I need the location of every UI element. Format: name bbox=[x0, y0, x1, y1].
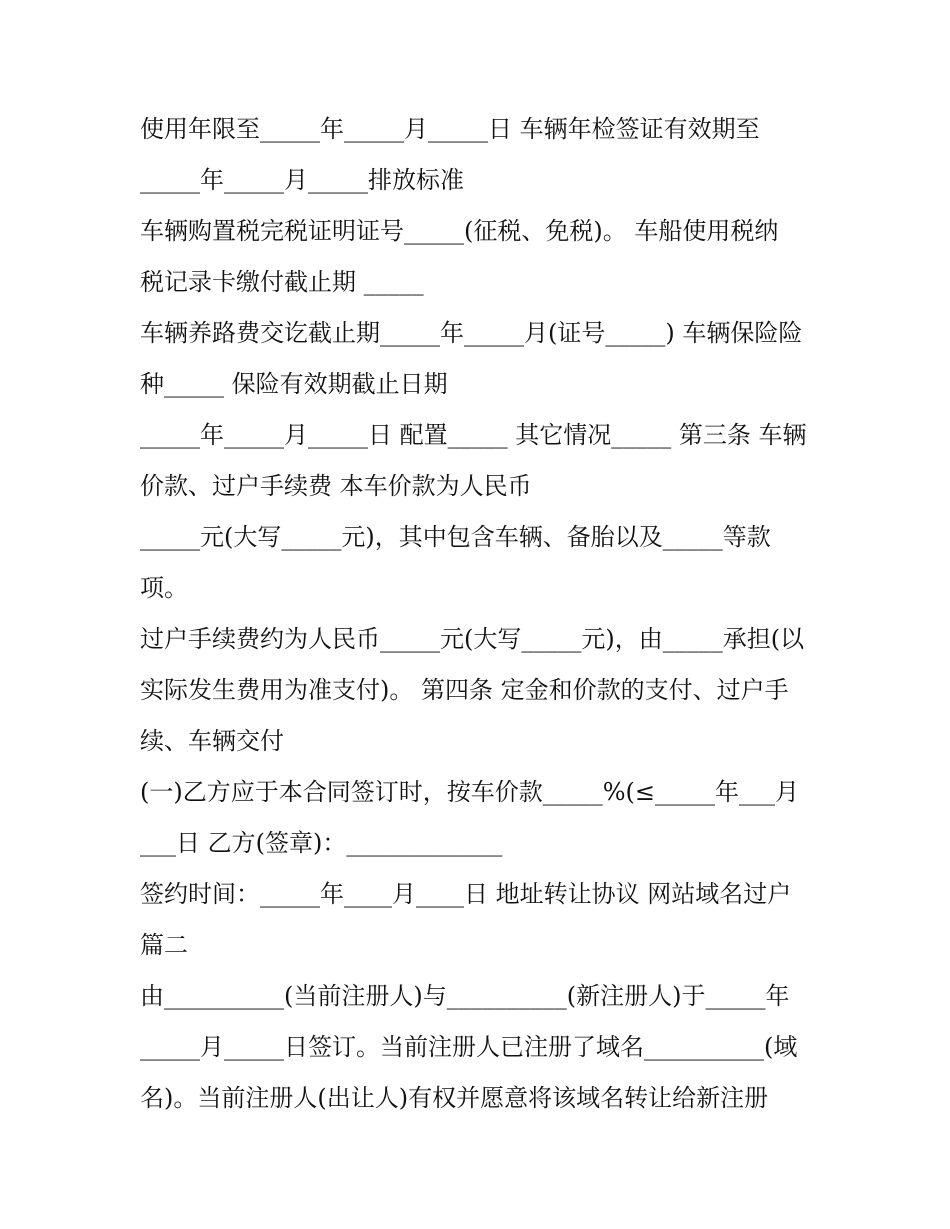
text-line-2: _____年_____月_____排放标准 bbox=[140, 166, 464, 194]
text-line-18: 由__________(当前注册人)与__________(新注册人)于_____年 bbox=[140, 982, 790, 1010]
text-line-4: 税记录卡缴付截止期 _____ bbox=[140, 268, 424, 296]
text-line-8: 价款、过户手续费 本车价款为人民币 bbox=[140, 472, 532, 500]
text-line-15: ___日 乙方(签章)：_____________ bbox=[140, 829, 503, 857]
text-line-14: (一)乙方应于本合同签订时，按车价款_____%(≤_____年___月 bbox=[140, 778, 800, 806]
text-line-16: 签约时间：_____年____月____日 地址转让协议 网站域名过户 bbox=[140, 880, 792, 908]
text-line-1: 使用年限至_____年_____月_____日 车辆年检签证有效期至 bbox=[140, 115, 760, 143]
text-line-3: 车辆购置税完税证明证号_____(征税、免税)。 车船使用税纳 bbox=[140, 217, 779, 245]
text-line-12: 实际发生费用为准支付)。 第四条 定金和价款的支付、过户手 bbox=[140, 676, 789, 704]
text-line-19: _____月_____日签订。当前注册人已注册了域名__________(域 bbox=[140, 1033, 798, 1061]
text-line-13: 续、车辆交付 bbox=[140, 727, 284, 755]
text-line-20: 名)。当前注册人(出让人)有权并愿意将该域名转让给新注册 bbox=[140, 1084, 769, 1112]
text-line-5: 车辆养路费交讫截止期_____年_____月(证号_____) 车辆保险险 bbox=[140, 319, 803, 347]
text-line-17: 篇二 bbox=[140, 931, 188, 959]
text-line-10: 项。 bbox=[140, 574, 188, 602]
text-line-6: 种_____ 保险有效期截止日期 bbox=[140, 370, 448, 398]
text-line-7: _____年_____月_____日 配置_____ 其它情况_____ 第三条 车辆 bbox=[140, 421, 807, 449]
text-line-11: 过户手续费约为人民币_____元(大写_____元)，由_____承担(以 bbox=[140, 625, 805, 653]
text-line-9: _____元(大写_____元)，其中包含车辆、备胎以及_____等款 bbox=[140, 523, 771, 551]
